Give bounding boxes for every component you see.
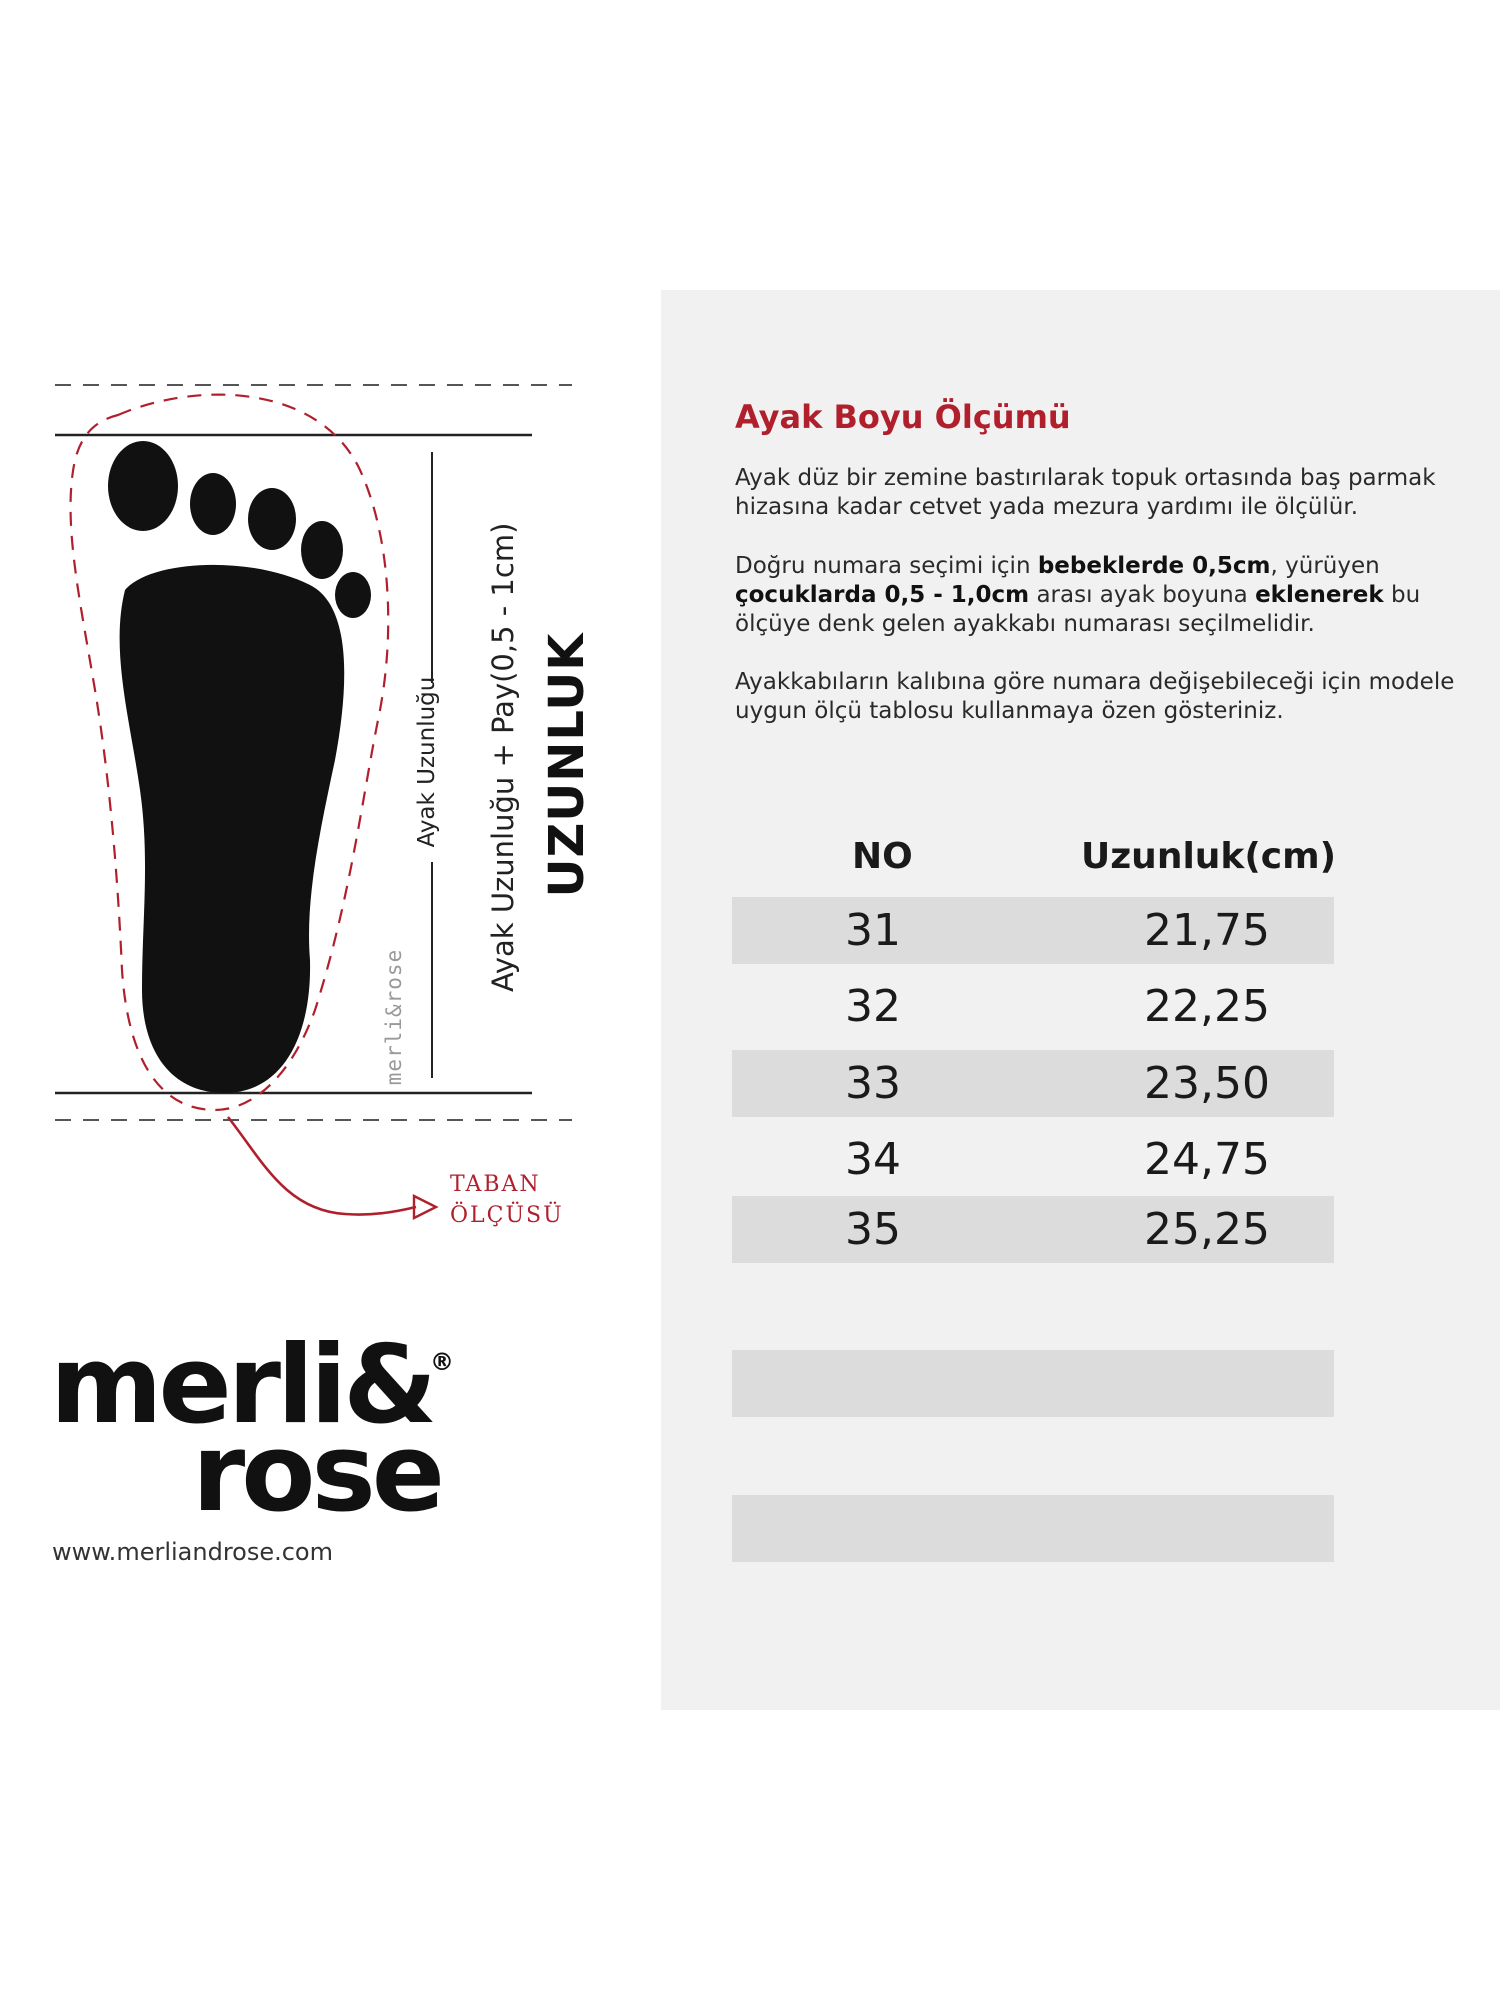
brand-logo-line1: merli& [50,1323,434,1448]
foot-sole-icon [120,565,345,1093]
size-number: 32 [845,981,901,1032]
guide-paragraph-1: Ayak düz bir zemine bastırılarak topuk ortasında baş parmak hizasına kadar cetvet yada mezura yardımı ile ölçülür. [735,465,1436,520]
arrow-head-icon [414,1196,436,1218]
brand-logo-line2: rose [192,1411,441,1536]
size-length: 22,25 [1144,981,1270,1032]
size-length: 23,50 [1144,1058,1270,1109]
guide-paragraph-3: Ayakkabıların kalıbına göre numara değişebileceği için modele uygun ölçü tablosu kullanmaya özen gösteriniz. [735,669,1455,724]
toe-icon [248,488,296,550]
sole-label-line1: TABAN [450,1172,541,1197]
toe-icon [301,521,343,579]
length-label: UZUNLUK [539,632,595,898]
toe-icon [190,473,236,535]
size-length: 21,75 [1144,905,1270,956]
foot-plus-allowance-label: Ayak Uzunluğu + Pay(0,5 - 1cm) [486,522,520,992]
big-toe-icon [108,441,178,531]
table-header-length: Uzunluk(cm) [1081,836,1337,877]
size-number: 33 [845,1058,901,1109]
registered-mark: ® [430,1348,454,1376]
guide-title: Ayak Boyu Ölçümü [735,398,1071,436]
toe-icon [335,572,371,618]
table-header-no: NO [852,836,913,877]
foot-length-label: Ayak Uzunluğu [414,676,440,848]
size-number: 34 [845,1134,901,1185]
size-number: 31 [845,905,901,956]
sole-arrow-icon [228,1117,416,1215]
size-length: 25,25 [1144,1204,1270,1255]
sole-label-line2: ÖLÇÜSÜ [450,1203,564,1228]
size-length: 24,75 [1144,1134,1270,1185]
size-number: 35 [845,1204,901,1255]
website-link[interactable]: www.merliandrose.com [52,1538,333,1566]
sole-watermark: merli&rose [382,948,406,1086]
guide-paragraph-2: Doğru numara seçimi için bebeklerde 0,5cm, yürüyen çocuklarda 0,5 - 1,0cm arası ayak boyuna eklenerek bu ölçüye denk gelen ayakkabı numarası seçilmelidir. [735,553,1421,637]
